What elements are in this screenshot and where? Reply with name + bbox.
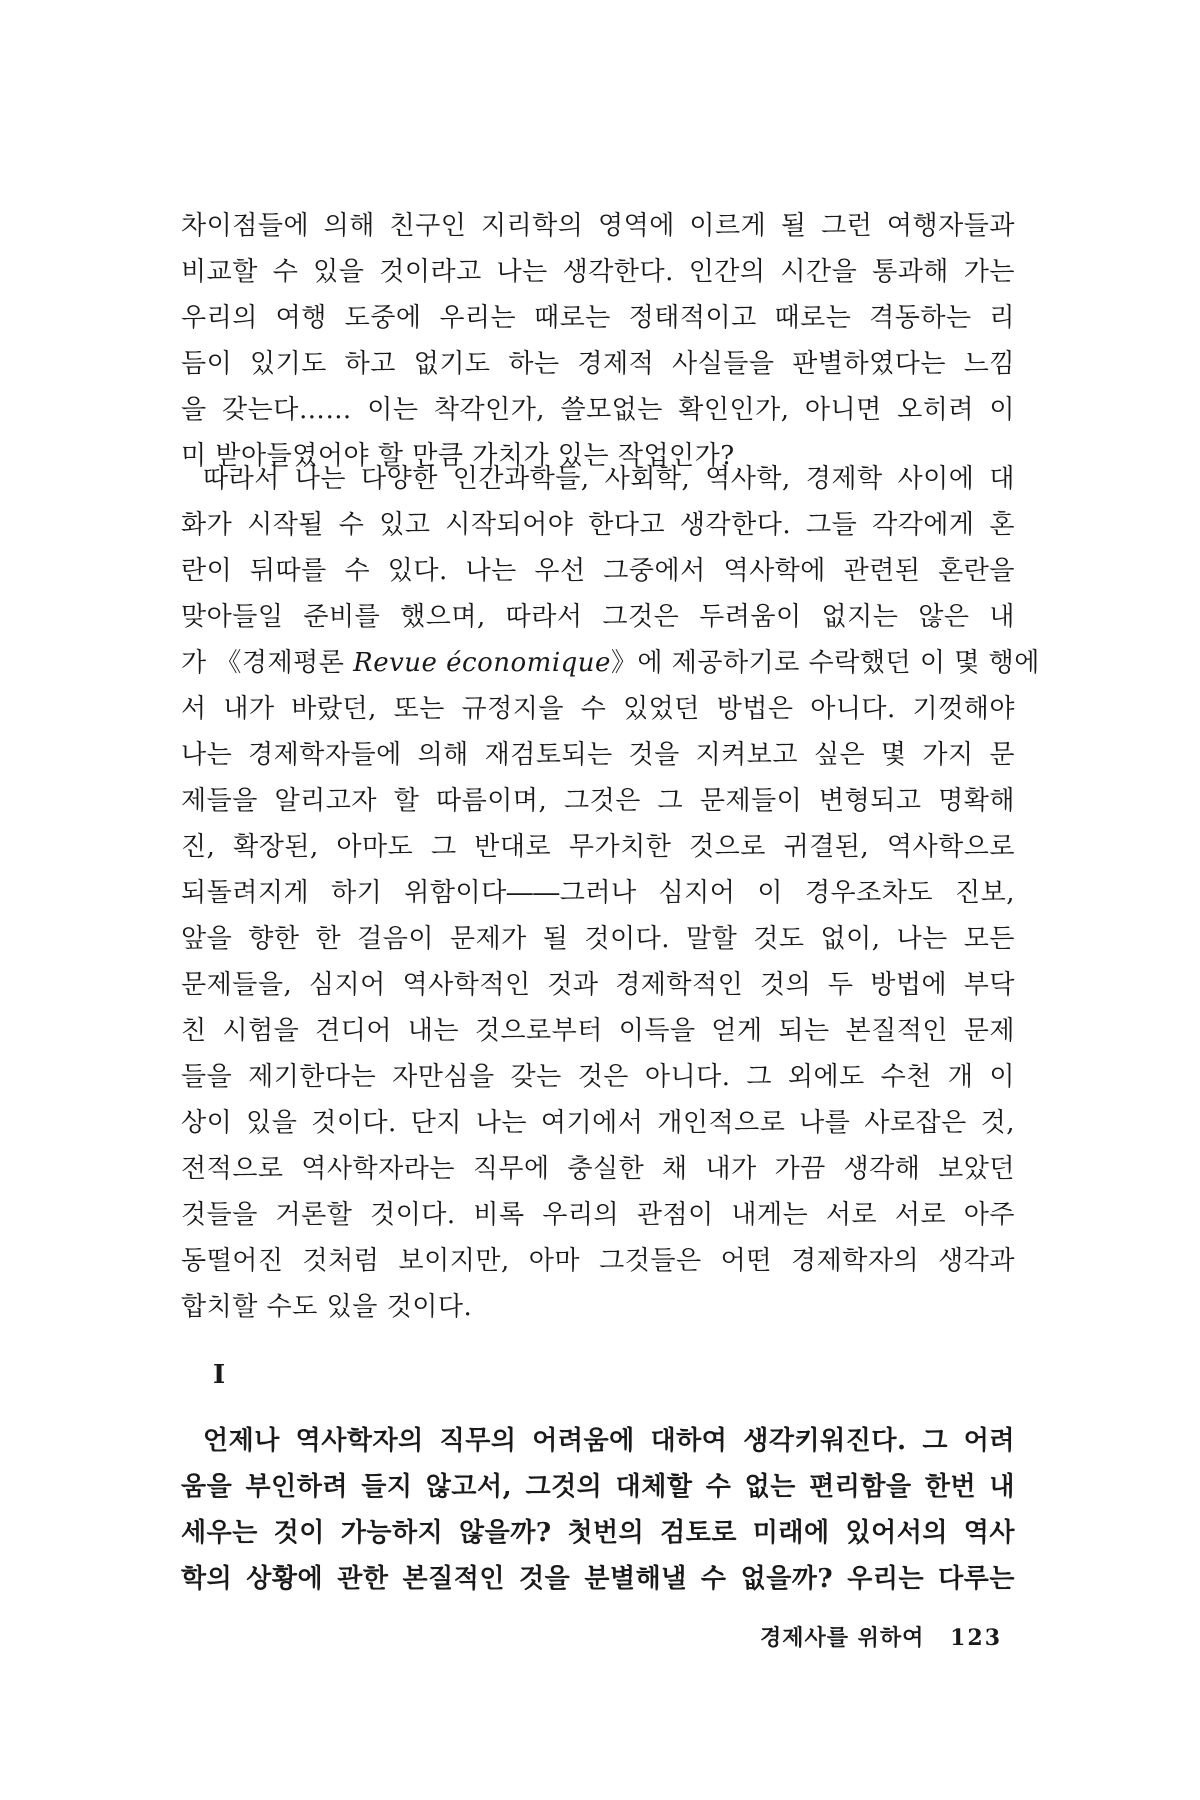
text-line: 비교할 수 있을 것이라고 나는 생각한다. 인간의 시간을 통과해 가는: [181, 257, 1015, 287]
text-line: 을 갖는다…… 이는 착각인가, 쓸모없는 확인인가, 아니면 오히려 이: [181, 395, 1015, 425]
text-line: 맞아들일 준비를 했으며, 따라서 그것은 두려움이 없지는 않은 내: [181, 602, 1015, 632]
page-footer: [760, 1618, 1020, 1658]
text-line: 문제들을, 심지어 역사학적인 것과 경제학적인 것의 두 방법에 부닥: [181, 970, 1015, 1000]
text-line: 가 《경제평론 Revue économique》에 제공하기로 수락했던 이 몇 행에: [181, 648, 1040, 678]
paragraph-1: [181, 203, 1015, 479]
text-line: 들을 제기한다는 자만심을 갖는 것은 아니다. 그 외에도 수천 개 이: [181, 1062, 1015, 1092]
text-line: 동떨어진 것처럼 보이지만, 아마 그것들은 어떤 경제학자의 생각과: [181, 1246, 1015, 1276]
text-line: 나는 경제학자들에 의해 재검토되는 것을 지켜보고 싶은 몇 가지 문: [181, 740, 1015, 770]
text-line: 미 받아들였어야 할 만큼 가치가 있는 작업인가?: [181, 441, 735, 471]
text-line: 상이 있을 것이다. 단지 나는 여기에서 개인적으로 나를 사로잡은 것,: [181, 1108, 1015, 1138]
text-line: 따라서 나는 다양한 인간과학들, 사회학, 역사학, 경제학 사이에 대: [203, 464, 1015, 494]
text-line: 차이점들에 의해 친구인 지리학의 영역에 이르게 될 그런 여행자들과: [181, 211, 1015, 241]
text-line: 되돌려지게 하기 위함이다――그러나 심지어 이 경우조차도 진보,: [181, 878, 1015, 908]
text-line: 우리의 여행 도중에 우리는 때로는 정태적이고 때로는 격동하는 리: [181, 303, 1015, 333]
text-line: 친 시험을 견디어 내는 것으로부터 이득을 얻게 되는 본질적인 문제: [181, 1016, 1015, 1046]
text-line: 것들을 거론할 것이다. 비록 우리의 관점이 내게는 서로 서로 아주: [181, 1200, 1015, 1230]
paragraph-2: [181, 456, 1040, 1330]
text-line: 화가 시작될 수 있고 시작되어야 한다고 생각한다. 그들 각각에게 혼: [181, 510, 1015, 540]
section-body: [181, 1418, 1015, 1602]
text-line: 란이 뒤따를 수 있다. 나는 우선 그중에서 역사학에 관련된 혼란을: [181, 556, 1015, 586]
text-line: 제들을 알리고자 할 따름이며, 그것은 그 문제들이 변형되고 명확해: [181, 786, 1015, 816]
text-line: 합치할 수도 있을 것이다.: [181, 1292, 473, 1322]
running-head: 경제사를 위하여: [760, 1625, 925, 1651]
text-line: 진, 확장된, 아마도 그 반대로 무가치한 것으로 귀결된, 역사학으로: [181, 832, 1015, 862]
text-line: 언제나 역사학자의 직무의 어려움에 대하여 생각키워진다. 그 어려: [203, 1426, 1015, 1456]
text-line: 앞을 향한 한 걸음이 문제가 될 것이다. 말할 것도 없이, 나는 모든: [181, 924, 1015, 954]
text-line: 듬이 있기도 하고 없기도 하는 경제적 사실들을 판별하였다는 느낌: [181, 349, 1015, 379]
text-line: 전적으로 역사학자라는 직무에 충실한 채 내가 가끔 생각해 보았던: [181, 1154, 1015, 1184]
text-line: 움을 부인하려 들지 않고서, 그것의 대체할 수 없는 편리함을 한번 내: [181, 1472, 1015, 1502]
text-line: 서 내가 바랐던, 또는 규정지을 수 있었던 방법은 아니다. 기껏해야: [181, 694, 1015, 724]
text-line: 학의 상황에 관한 본질적인 것을 분별해낼 수 없을까? 우리는 다루는: [181, 1564, 1015, 1594]
section-heading: I: [213, 1360, 226, 1390]
page-number: 123: [950, 1625, 1003, 1651]
text-line: 세우는 것이 가능하지 않을까? 첫번의 검토로 미래에 있어서의 역사: [181, 1518, 1015, 1548]
journal-title: Revue économique: [353, 648, 611, 678]
